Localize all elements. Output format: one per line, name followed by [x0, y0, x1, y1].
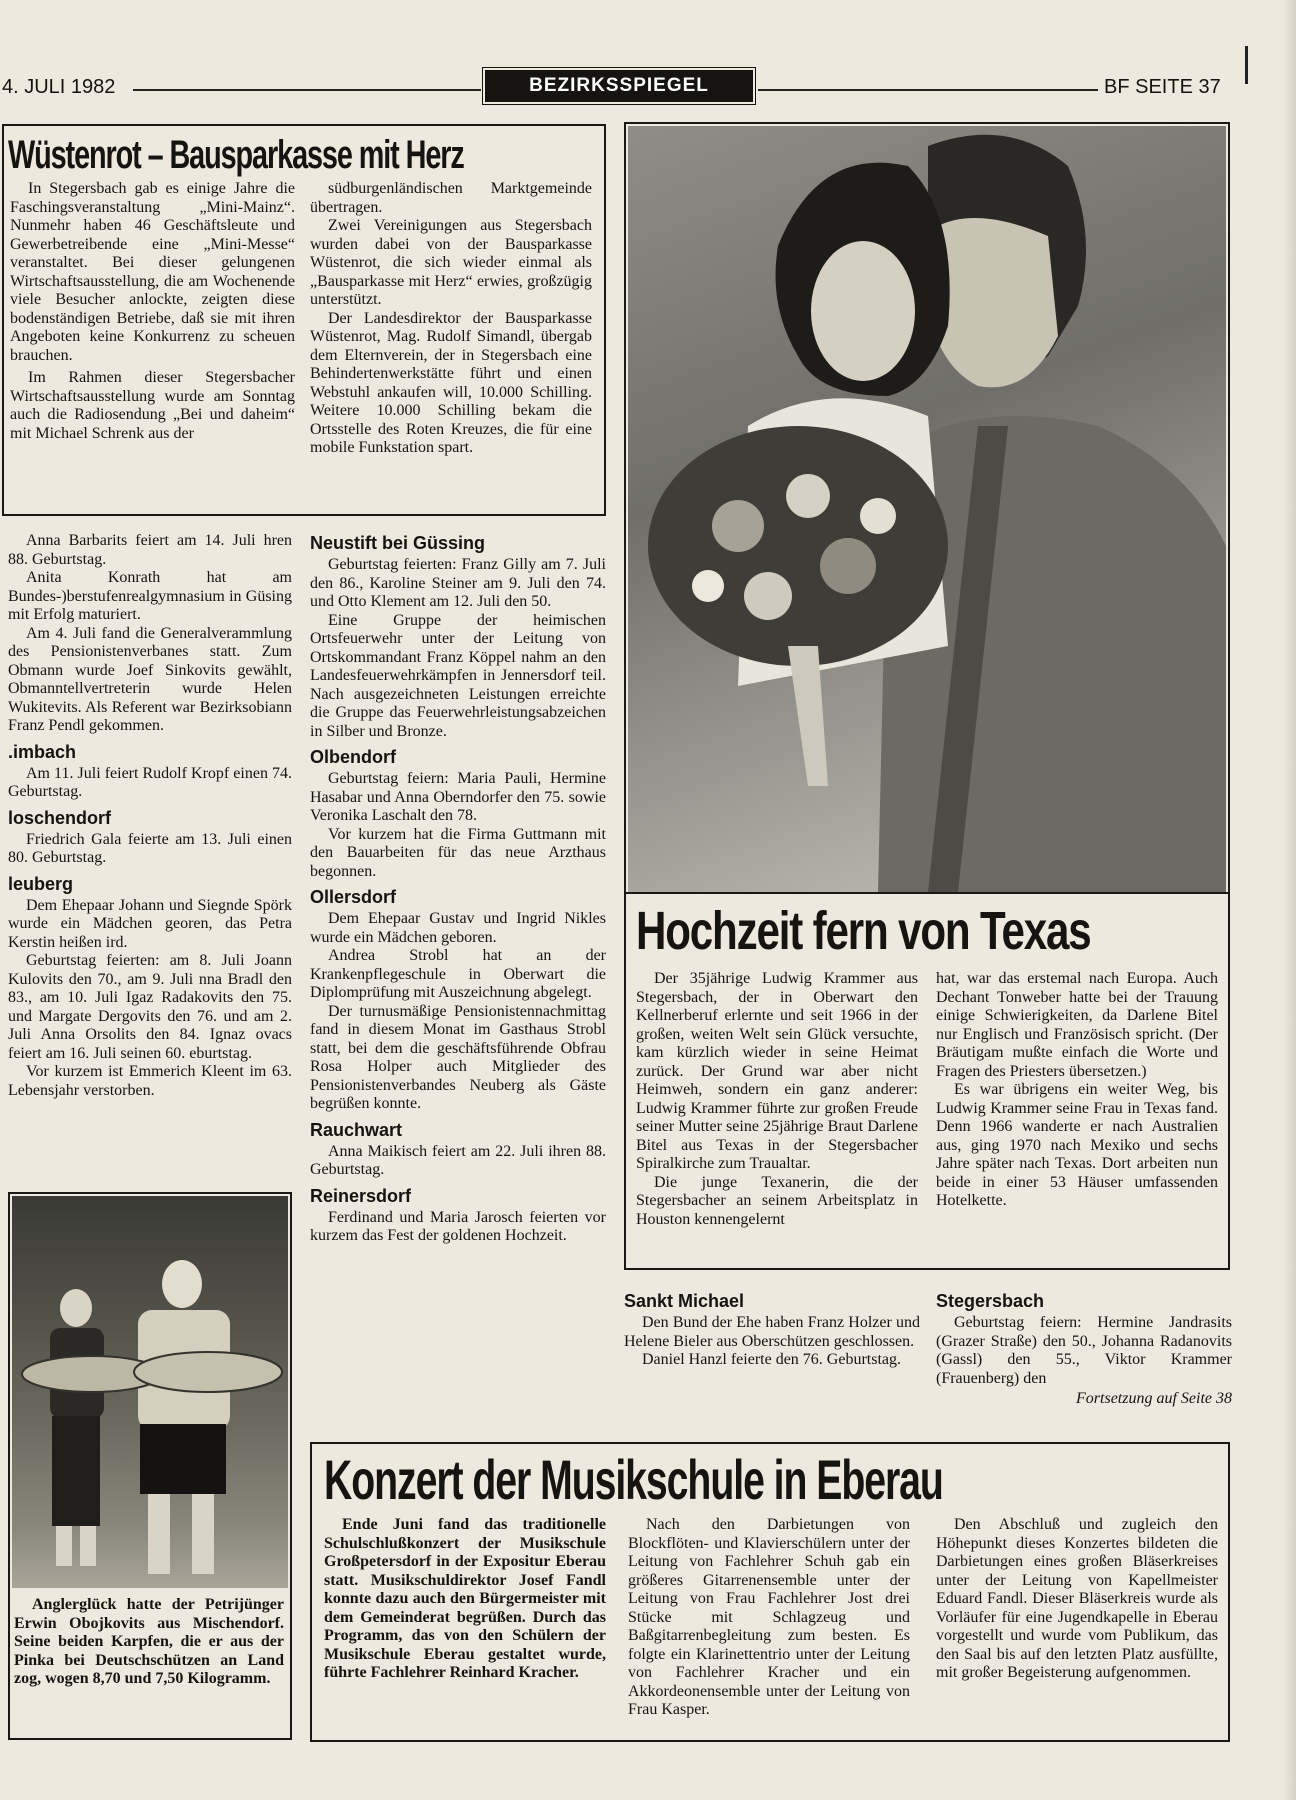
- angler-caption: Anglerglück hatte der Petrijünger Erwin Obojkovits aus Mischendorf. Seine beiden Karpfen, die er aus der Pinka bei Deutschschützen an Land zog, wogen 8,70 und 7,50 Kilogramm.: [14, 1596, 284, 1687]
- left-section-para: Geburtstag feierten: am 8. Juli Joann Kulovits den 70., am 9. Juli nna Bradl den 83., am 10. Juli Igaz Radakovits den 75. und Margate Dergovits den 76. und am 2. Juli Anna Orsolits den 84. Ignaz ovacs feiert am 16. Juli seinen 60. eburtstag.: [8, 952, 292, 1062]
- margin-mark: [1245, 46, 1248, 84]
- angler-figure-left: [50, 1289, 104, 1566]
- stegersbach-para: Geburtstag feiern: Hermine Jandrasits (Grazer Straße) den 50., Johanna Radanovits (Gassl) den 55., Viktor Krammer (Frauenberg) den: [936, 1314, 1232, 1387]
- left-intro-para: Anna Barbarits feiert am 14. Juli hren 88. Geburtstag.: [8, 532, 292, 568]
- middle-section-heading: Neustift bei Güssing: [310, 533, 486, 553]
- wuestenrot-col1-para: In Stegersbach gab es einige Jahre die Faschingsveranstaltung „Mini-Mainz“. Nunmehr haben 46 Geschäftsleute und Gewerbetreibende eine „Mini-Messe“ veranstaltet. Bei dieser gelungenen Wirtschaftsausstellung, die am Wochenende viele Besucher anlockte, zeigten diese bodenständigen Betriebe, daß sie mit ihren Angeboten keine Konkurrenz zu scheuen brauchen.: [10, 180, 295, 364]
- header-date: 4. JULI 1982: [2, 76, 116, 98]
- wuestenrot-headline: Wüstenrot – Bausparkasse mit Herz: [8, 133, 464, 177]
- konzert-col2: Nach den Darbietungen von Blockflöten- und Klavierschülern unter der Leitung von Fachlehrer Schuh gab ein größeres Gitarrenensemble unter der Leitung von Frau Fachlehrer Jost drei Stücke mit Schlagzeug und Baßgitarrenbegleitung zum besten. Es folgte ein Klarinettentrio unter der Leitung von Fachlehrer Kracher und ein Akkordeonensemble unter der Leitung von Frau Kasper.: [628, 1516, 910, 1718]
- konzert-col1: Ende Juni fand das traditionelle Schulschlußkonzert der Musikschule Großpetersdorf in der Expositur Eberau statt. Musikschuldirektor Josef Fandl konnte dazu auch den Bürgermeister mit dem Gemeinderat begrüßen. Durch das Programm, das von den Schülern der Musikschule Eberau gestaltet wurde, führte Fachlehrer Reinhard Kracher.: [324, 1516, 606, 1681]
- middle-section-heading: Olbendorf: [310, 747, 396, 767]
- sankt-michael: [624, 1290, 920, 1370]
- angler-photo: [12, 1196, 288, 1588]
- middle-section-heading: Ollersdorf: [310, 887, 397, 907]
- texas-col2: [936, 970, 1218, 1211]
- carp-fish: [22, 1352, 282, 1392]
- section-title: BEZIRKSSPIEGEL: [529, 75, 709, 96]
- header-page: BF SEITE 37: [1104, 76, 1221, 98]
- angler-figure-right: [138, 1260, 230, 1574]
- right-edge-shadow: [1282, 0, 1296, 1800]
- stegersbach-heading: Stegersbach: [936, 1291, 1045, 1311]
- left-section-para: Vor kurzem ist Emmerich Kleent im 63. Lebensjahr verstorben.: [8, 1063, 292, 1099]
- stegersbach: [936, 1290, 1232, 1409]
- middle-section-para: Ferdinand und Maria Jarosch feierten vor kurzem das Fest der goldenen Hochzeit.: [310, 1208, 606, 1244]
- header-rule-left: [133, 89, 481, 91]
- middle-section-para: Andrea Strobl hat an der Krankenpflegeschule in Oberwart die Diplomprüfung mit Auszeichnung abgelegt.: [310, 947, 606, 1001]
- middle-section-para: Vor kurzem hat die Firma Guttmann mit den Bauarbeiten für das neue Arzthaus begonnen.: [310, 825, 606, 880]
- sankt-michael-para: Daniel Hanzl feierte den 76. Geburtstag.: [642, 1351, 902, 1368]
- left-section-para: Dem Ehepaar Johann und Siegnde Spörk wurde ein Mädchen georen, das Petra Kerstin heißen ird.: [8, 896, 292, 951]
- sankt-michael-heading: Sankt Michael: [624, 1291, 745, 1311]
- left-section-para: Am 11. Juli feiert Rudolf Kropf einen 74. Geburtstag.: [8, 764, 292, 800]
- left-intro-para: Anita Konrath hat am Bundes-)berstufenrealgymnasium in Güsing mit Erfolg maturiert.: [8, 569, 292, 623]
- wuestenrot-col2: [310, 180, 592, 458]
- wuestenrot-col2-para: südburgenländischen Marktgemeinde übertragen.: [310, 180, 592, 216]
- middle-section-para: Eine Gruppe der heimischen Ortsfeuerwehr unter der Leitung von Ortskommandant Franz Köppel nahm an den Landesfeuerwehrkämpfen in Jennersdorf teil. Nach ausgezeichneten Leistungen erreichte die Gruppe das Feuerwehrleistungsabzeichen in Silber und Bronze.: [310, 611, 606, 740]
- middle-section-heading: Reinersdorf: [310, 1185, 412, 1206]
- middle-section-heading: Rauchwart: [310, 1119, 403, 1140]
- texas-col1: [636, 970, 918, 1229]
- section-badge: [485, 70, 753, 102]
- left-section-para: Friedrich Gala feierte am 13. Juli einen 80. Geburtstag.: [8, 830, 292, 866]
- middle-section-para: Geburtstag feierten: Franz Gilly am 7. Juli den 86., Karoline Steiner am 9. Juli den 74. und Otto Klement am 12. Juli den 50.: [310, 556, 606, 610]
- wuestenrot-col1: [10, 180, 295, 443]
- texas-col1-para: Der 35jährige Ludwig Krammer aus Stegersbach, der in Oberwart den Kellnerberuf erlernte und seit 1966 in der großen, weiten Welt sein Glück versuchte, kam kürzlich wieder in seine Heimat zurück. Der Grund war aber nicht Heimweh, sondern ein ganz anderer: Ludwig Krammer führte zur großen Freude seiner Mutter seine 25jährige Braut Darlene Bitel aus Texas in der Stegersbacher Spiralkirche zum Traualtar.: [636, 970, 918, 1172]
- middle-section-para: Anna Maikisch feiert am 22. Juli ihren 88. Geburtstag.: [310, 1142, 606, 1178]
- middle-column: [310, 532, 606, 1246]
- texas-col2-para: hat, war das erstemal nach Europa. Auch Dechant Tonweber hatte bei der Trauung einige Schwierigkeiten, da Darlene Bitel nur Englisch und Französisch spricht. (Der Bräutigam mußte einfach die Worte und Fragen des Priesters übersetzen.): [936, 970, 1218, 1080]
- wuestenrot-col2-para: Zwei Vereinigungen aus Stegersbach wurden dabei von der Bausparkasse Wüstenrot, die sich wieder einmal als „Bausparkasse mit Herz“ erwies, großzügig unterstützt.: [310, 217, 592, 308]
- texas-col2-para: Es war übrigens ein weiter Weg, bis Ludwig Krammer seine Frau in Texas fand. Denn 1966 wanderte er nach Australien aus, ging 1970 nach Mexiko und sechs Jahre später nach Texas. Dort arbeiten nun beide in einer 53 Häuser umfassenden Hotelkette.: [936, 1081, 1218, 1209]
- left-section-heading: loschendorf: [8, 807, 112, 828]
- wuestenrot-col1-para: Im Rahmen dieser Stegersbacher Wirtschaftsausstellung wurde am Sonntag auch die Radiosendung „Bei und daheim“ mit Michael Schrenk aus der: [10, 369, 295, 442]
- wedding-photo: [628, 126, 1226, 892]
- middle-section-para: Der turnusmäßige Pensionistennachmittag fand in diesem Monat im Gasthaus Strobl statt, bei dem die geschäftsführende Obfrau Rosa Holper auch Mitglieder des Pensionistenverbandes Neuberg als Gäste begrüßen konnte.: [310, 1002, 606, 1112]
- left-section-heading: .imbach: [8, 741, 77, 762]
- wedding-photo-rule: [624, 892, 1230, 894]
- left-intro-para: Am 4. Juli fand die Generalverammlung des Pensionistenverbanes statt. Zum Obmann wurde Joef Sinkovits gewählt, Obmanntellvertreterin wurde Helen Wukitevits. Als Referent war Bezirksobiann Franz Pendl gekommen.: [8, 624, 292, 734]
- left-column: [8, 532, 292, 1100]
- konzert-col3: Den Abschluß und zugleich den Höhepunkt dieses Konzertes bildeten die Darbietungen eines großen Bläserkreises unter der Leitung von Kapellmeister Eduard Fandl. Dieser Bläserkreis wurde als Vorläufer für eine Jugendkapelle in Eberau vorgestellt und wurde vom Publikum, das den Saal bis auf den letzten Platz ausfüllte, mit großer Begeisterung aufgenommen.: [936, 1516, 1218, 1681]
- sankt-michael-para: Den Bund der Ehe haben Franz Holzer und Helene Bieler aus Oberschützen geschlossen.: [624, 1314, 920, 1350]
- texas-headline: Hochzeit fern von Texas: [636, 901, 1091, 961]
- middle-section-para: Geburtstag feiern: Maria Pauli, Hermine Hasabar und Anna Oberndorfer den 75. sowie Veronika Laschalt den 78.: [310, 770, 606, 824]
- wuestenrot-col2-para: Der Landesdirektor der Bausparkasse Wüstenrot, Mag. Rudolf Simandl, übergab dem Elternverein, der in Stegersbach eine Behindertenwerkstätte führt und einen Webstuhl ankaufen will, 10.000 Schilling. Weitere 10.000 Schilling bekam die Ortsstelle des Roten Kreuzes, die für eine mobile Funkstation spart.: [310, 309, 592, 456]
- texas-col1-para: Die junge Texanerin, die der Stegersbacher an seinem Arbeitsplatz in Houston kennengelernt: [636, 1173, 918, 1228]
- continued-note: Fortsetzung auf Seite 38: [1076, 1390, 1232, 1407]
- konzert-headline: Konzert der Musikschule in Eberau: [324, 1448, 943, 1511]
- left-section-heading: leuberg: [8, 873, 74, 894]
- header-rule-right: [758, 89, 1098, 91]
- middle-section-para: Dem Ehepaar Gustav und Ingrid Nikles wurde ein Mädchen geboren.: [310, 910, 606, 946]
